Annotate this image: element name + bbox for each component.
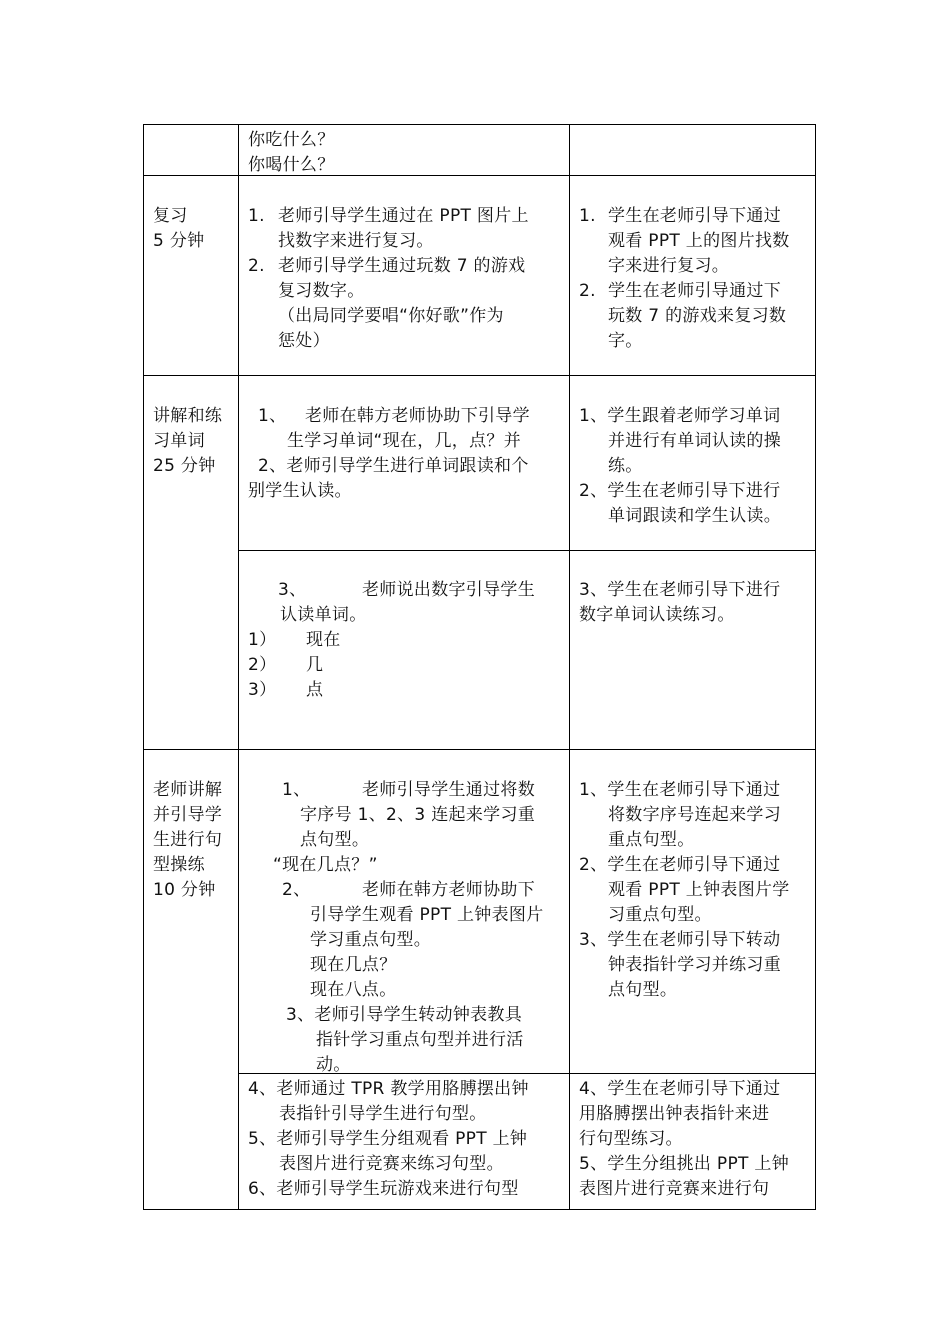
teacher-text: 惩处） xyxy=(278,331,330,351)
table-left-border xyxy=(143,124,144,1210)
student-text: 4、学生在老师引导下通过 xyxy=(579,1079,781,1099)
stage-label: 老师讲解 xyxy=(153,780,223,800)
student-text: 1、学生跟着老师学习单词 xyxy=(579,406,781,426)
list-number: 2） xyxy=(248,655,277,675)
list-number: 1） xyxy=(248,630,277,650)
row-divider xyxy=(143,749,815,750)
teacher-text: 4、老师通过 TPR 教学用胳膊摆出钟 xyxy=(248,1079,529,1099)
student-text: 单词跟读和学生认读。 xyxy=(608,506,781,526)
list-number: 2. xyxy=(579,281,596,301)
teacher-text: 认读单词。 xyxy=(280,605,367,625)
list-number: 3） xyxy=(248,680,277,700)
teacher-text: 老师引导学生通过在 PPT 图片上 xyxy=(278,206,529,226)
teacher-text: 指针学习重点句型并进行活 xyxy=(316,1030,524,1050)
list-number: 1. xyxy=(579,206,596,226)
student-text: 观看 PPT 上钟表图片学 xyxy=(608,880,790,900)
student-text: 表图片进行竞赛来进行句 xyxy=(579,1179,770,1199)
teacher-text: （出局同学要唱“你好歌”作为 xyxy=(278,306,504,326)
student-text: 钟表指针学习并练习重 xyxy=(608,955,781,975)
row-divider xyxy=(238,550,815,551)
teacher-text: 表指针引导学生进行句型。 xyxy=(279,1104,487,1124)
student-text: 练。 xyxy=(608,456,643,476)
stage-label: 型操练 xyxy=(153,855,205,875)
teacher-text: 老师说出数字引导学生 xyxy=(362,580,535,600)
teacher-text: 老师引导学生通过将数 xyxy=(362,780,535,800)
teacher-text: 老师在韩方老师协助下引导学 xyxy=(305,406,530,426)
student-text: 观看 PPT 上的图片找数 xyxy=(608,231,790,251)
stage-duration: 25 分钟 xyxy=(153,456,216,476)
student-text: 2、学生在老师引导下通过 xyxy=(579,855,781,875)
teacher-text: 动。 xyxy=(316,1055,351,1075)
stage-label: 并引导学 xyxy=(153,805,223,825)
teacher-text: “现在几点？” xyxy=(273,855,378,875)
teacher-text: 老师在韩方老师协助下 xyxy=(362,880,535,900)
stage-label: 习单词 xyxy=(153,431,205,451)
list-number: 1. xyxy=(248,206,265,226)
student-text: 点句型。 xyxy=(608,980,678,1000)
list-number: 2、 xyxy=(282,880,311,900)
list-number: 1、 xyxy=(258,406,287,426)
teacher-text: 引导学生观看 PPT 上钟表图片 xyxy=(310,905,544,925)
student-text: 3、学生在老师引导下转动 xyxy=(579,930,781,950)
vocab-word: 几 xyxy=(306,655,324,675)
vocab-word: 点 xyxy=(306,680,324,700)
list-number: 1、 xyxy=(282,780,311,800)
table-right-border xyxy=(815,124,816,1210)
column-divider xyxy=(238,124,239,1210)
table-top-border xyxy=(143,124,815,125)
stage-label: 复习 xyxy=(153,206,188,226)
stage-duration: 5 分钟 xyxy=(153,231,205,251)
teacher-text: 复习数字。 xyxy=(278,281,365,301)
stage-label: 讲解和练 xyxy=(153,406,223,426)
student-text: 习重点句型。 xyxy=(608,905,712,925)
student-text: 行句型练习。 xyxy=(579,1129,683,1149)
student-text: 2、学生在老师引导下进行 xyxy=(579,481,781,501)
teacher-text: 你吃什么？ xyxy=(248,130,335,150)
student-text: 3、学生在老师引导下进行 xyxy=(579,580,781,600)
row-divider xyxy=(143,175,815,176)
teacher-text: 别学生认读。 xyxy=(248,481,352,501)
teacher-text: 点句型。 xyxy=(300,830,370,850)
student-text: 字来进行复习。 xyxy=(608,256,730,276)
teacher-text: 现在八点。 xyxy=(310,980,397,1000)
teacher-text: 学习重点句型。 xyxy=(310,930,432,950)
teacher-text: 表图片进行竞赛来练习句型。 xyxy=(279,1154,504,1174)
student-text: 学生在老师引导下通过 xyxy=(608,206,781,226)
teacher-text: 生学习单词“现在，几，点？并 xyxy=(287,431,522,451)
teacher-text: 2、老师引导学生进行单词跟读和个 xyxy=(258,456,529,476)
student-text: 学生在老师引导通过下 xyxy=(608,281,781,301)
student-text: 字。 xyxy=(608,331,643,351)
list-number: 3、 xyxy=(278,580,307,600)
student-text: 并进行有单词认读的操 xyxy=(608,431,781,451)
teacher-text: 3、老师引导学生转动钟表教具 xyxy=(286,1005,523,1025)
teacher-text: 5、老师引导学生分组观看 PPT 上钟 xyxy=(248,1129,528,1149)
table-bottom-border xyxy=(143,1209,815,1210)
list-number: 2. xyxy=(248,256,265,276)
teacher-text: 你喝什么？ xyxy=(248,155,335,175)
teacher-text: 6、老师引导学生玩游戏来进行句型 xyxy=(248,1179,519,1199)
student-text: 将数字序号连起来学习 xyxy=(608,805,781,825)
column-divider xyxy=(569,124,570,1210)
stage-duration: 10 分钟 xyxy=(153,880,216,900)
student-text: 5、学生分组挑出 PPT 上钟 xyxy=(579,1154,790,1174)
student-text: 1、学生在老师引导下通过 xyxy=(579,780,781,800)
student-text: 数字单词认读练习。 xyxy=(579,605,735,625)
row-divider xyxy=(143,375,815,376)
teacher-text: 找数字来进行复习。 xyxy=(278,231,434,251)
teacher-text: 老师引导学生通过玩数 7 的游戏 xyxy=(278,256,526,276)
student-text: 用胳膊摆出钟表指针来进 xyxy=(579,1104,770,1124)
teacher-text: 字序号 1、2、3 连起来学习重 xyxy=(300,805,536,825)
stage-label: 生进行句 xyxy=(153,830,223,850)
student-text: 玩数 7 的游戏来复习数 xyxy=(608,306,787,326)
teacher-text: 现在几点？ xyxy=(310,955,397,975)
vocab-word: 现在 xyxy=(306,630,341,650)
student-text: 重点句型。 xyxy=(608,830,695,850)
